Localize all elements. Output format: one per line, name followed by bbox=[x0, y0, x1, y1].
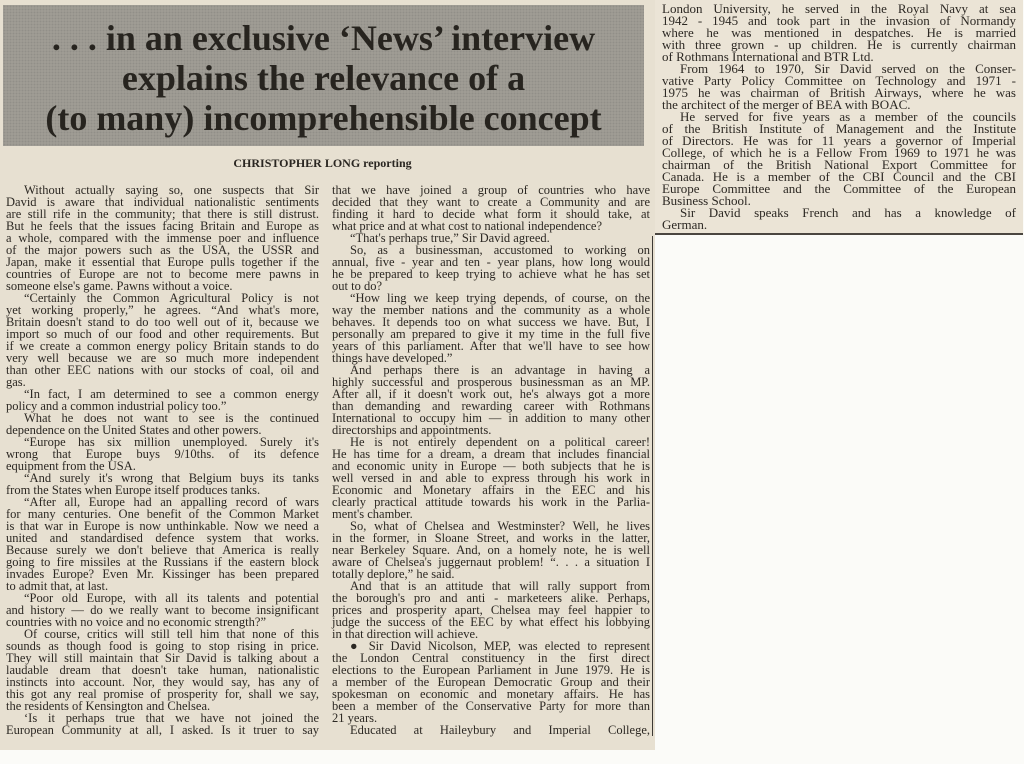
text-line: policy and a common industrial policy too.” bbox=[6, 399, 227, 413]
headline-line: explains the relevance of a bbox=[121, 58, 526, 98]
text-line: London University, he served in the Royal Navy at sea bbox=[662, 1, 1016, 16]
paragraph bbox=[6, 292, 319, 388]
text-line: of Directors. He was for 11 years a governor of Imperial bbox=[662, 133, 1016, 148]
text-line: of Rothmans International and BTR Ltd. bbox=[662, 49, 874, 64]
text-line: countries with no voice and no economic strength?” bbox=[6, 615, 266, 629]
text-line: import so much of our food and other requirements. But bbox=[6, 327, 319, 341]
paragraph bbox=[6, 628, 319, 712]
text-line: spokesman on economic and monetary affairs. He has bbox=[332, 687, 650, 701]
text-line: Business School. bbox=[662, 193, 751, 208]
text-line: But he feels that the issues facing Britain and Europe as bbox=[6, 219, 319, 233]
text-line: International to occupy him — in addition to many other bbox=[332, 411, 650, 425]
text-line: vative Party Policy Committee on Technology and 1971 - bbox=[662, 73, 1016, 88]
headline-line: . . . in an exclusive ‘News’ interview bbox=[51, 18, 596, 58]
byline-author: CHRISTOPHER LONG bbox=[233, 156, 361, 170]
text-line: Educated at Haileybury and Imperial College, bbox=[350, 723, 650, 737]
paragraph bbox=[6, 496, 319, 592]
text-line: this got any real promise of prosperity for, shall we say, bbox=[6, 687, 319, 701]
paragraph bbox=[6, 472, 319, 496]
text-line: Without actually saying so, one suspects that Sir bbox=[24, 183, 319, 197]
column-rule bbox=[652, 236, 653, 736]
paragraph bbox=[332, 292, 650, 364]
paragraph bbox=[662, 3, 1016, 63]
article-column bbox=[332, 184, 650, 736]
text-line: prices and prosperity apart, Chelsea may feel happier to bbox=[332, 603, 650, 617]
text-line: is that war in Europe is now unthinkable. Now we need a bbox=[6, 519, 319, 533]
text-line: aware of Chelsea's juggernaut problem! “. . . a situation I bbox=[332, 555, 650, 569]
text-line: of the major powers such as the USA, the USSR and bbox=[6, 243, 319, 257]
text-line: “Europe has six million unemployed. Surely it's bbox=[24, 435, 319, 449]
text-line: “Poor old Europe, with all its talents and potential bbox=[24, 591, 319, 605]
text-line: of the British Institute of Management and the Institute bbox=[662, 121, 1016, 136]
text-line: “After all, Europe had an appalling record of wars bbox=[24, 495, 319, 509]
headline-box bbox=[3, 5, 644, 146]
text-line: They will still maintain that Sir David is talking about a bbox=[6, 651, 319, 665]
text-line: personally am prepared to give it my time in the full five bbox=[332, 327, 650, 341]
text-line: years of this parliament. After that we'll have to see how bbox=[332, 339, 650, 353]
text-line: for many centuries. One benefit of the Common Market bbox=[6, 507, 319, 521]
paragraph bbox=[332, 640, 650, 724]
paragraph bbox=[662, 111, 1016, 207]
text-line: a whole, compared with the immense poer and influence bbox=[6, 231, 319, 245]
paragraph bbox=[332, 244, 650, 292]
text-line: What he does not want to see is the continued bbox=[24, 411, 319, 425]
paragraph bbox=[662, 63, 1016, 111]
text-line: And perhaps there is an advantage in having a bbox=[350, 363, 650, 377]
text-line: gas. bbox=[6, 375, 26, 389]
text-line: judge the success of the EEC by what effect his lobbying bbox=[332, 615, 650, 629]
text-line: are still rife in the community; that there is still distrust. bbox=[6, 207, 319, 221]
text-line: 1942 - 1945 and took part in the invasion of Normandy bbox=[662, 13, 1016, 28]
text-line: than demanding and rewarding career with Rothmans bbox=[332, 399, 650, 413]
text-line: “That's perhaps true,” Sir David agreed. bbox=[350, 231, 550, 245]
text-line: the residents of Kensington and Chelsea. bbox=[6, 699, 211, 713]
text-line: very well because we are so much more independent bbox=[6, 351, 319, 365]
text-line: Canada. He is a member of the CBI Council and the CBI bbox=[662, 169, 1016, 184]
article-column bbox=[662, 3, 1016, 231]
headline-line: (to many) incomprehensible concept bbox=[45, 98, 602, 138]
text-line: “Certainly the Common Agricultural Policy is not bbox=[24, 291, 319, 305]
paragraph bbox=[332, 184, 650, 232]
text-line: “How ling we keep trying depends, of course, on the bbox=[350, 291, 650, 305]
text-line: Of course, critics will still tell him that none of this bbox=[24, 627, 319, 641]
text-line: instincts into account. Nor, they would say, has any of bbox=[6, 675, 319, 689]
text-line: that we have joined a group of countries who have bbox=[332, 183, 650, 197]
text-line: 21 years. bbox=[332, 711, 378, 725]
paragraph bbox=[332, 364, 650, 436]
byline-suffix: reporting bbox=[363, 156, 412, 170]
text-line: in the former, in Sloane Street, and works in the latter, bbox=[332, 531, 650, 545]
text-line: From 1964 to 1970, Sir David served on the Conser- bbox=[680, 61, 1016, 76]
text-line: And that is an attitude that will rally support from bbox=[350, 579, 650, 593]
text-line: someone else's game. Pawns without a voice. bbox=[6, 279, 233, 293]
text-line: So, as a businessman, accustomed to working on bbox=[350, 243, 650, 257]
text-line: “In fact, I am determined to see a common energy bbox=[24, 387, 319, 401]
text-line: the architect of the merger of BEA with BOAC. bbox=[662, 97, 911, 112]
paragraph bbox=[6, 184, 319, 292]
text-line: wrong that Europe buys 9/10ths. of its defence bbox=[6, 447, 319, 461]
text-line: what price and at what cost to national independence? bbox=[332, 219, 603, 233]
text-line: going to fire missiles at the Russians if the eastern block bbox=[6, 555, 319, 569]
text-line: a member of the European Democratic Group and their bbox=[332, 675, 650, 689]
text-line: chairman of the British National Export Committee for bbox=[662, 157, 1016, 172]
text-line: “And surely it's wrong that Belgium buys its tanks bbox=[24, 471, 319, 485]
text-line: way the member nations and the community as a whole bbox=[332, 303, 650, 317]
text-line: near Berkeley Square. And, on a homely note, he is well bbox=[332, 543, 650, 557]
text-line: behaves. It depends too on what success we have. But, I bbox=[332, 315, 650, 329]
text-line: laudable dream that doesn't take human, nationalistic bbox=[6, 663, 319, 677]
text-line: been a member of the Conservative Party for more than bbox=[332, 699, 650, 713]
text-line: than other EEC nations with our stocks of coal, oil and bbox=[6, 363, 319, 377]
text-line: Europe Committee and the Committee of the European bbox=[662, 181, 1016, 196]
text-line: and history — do we really want to become insignificant bbox=[6, 603, 319, 617]
paragraph bbox=[662, 207, 1016, 231]
text-line: ● Sir David Nicolson, MEP, was elected to represent bbox=[350, 639, 650, 653]
text-line: So, what of Chelsea and Westminster? Well, he lives bbox=[350, 519, 650, 533]
text-line: elections to the European Parliament in June 1979. He is bbox=[332, 663, 650, 677]
paragraph bbox=[6, 436, 319, 472]
text-line: 1975 he was chairman of British Airways, where he was bbox=[662, 85, 1016, 100]
text-line: finding it hard to decide what form it should take, at bbox=[332, 207, 650, 221]
text-line: the London Central constituency in the first direct bbox=[332, 651, 650, 665]
paragraph bbox=[6, 388, 319, 412]
text-line: After all, if it doesn't work out, he's always got a more bbox=[332, 387, 650, 401]
text-line: ‘Is it perhaps true that we have not joined the bbox=[24, 711, 319, 725]
paragraph bbox=[332, 436, 650, 520]
paragraph bbox=[6, 412, 319, 436]
paragraph bbox=[332, 580, 650, 640]
text-line: united and standardised defence system that works. bbox=[6, 531, 319, 545]
text-line: totally deplore,” he said. bbox=[332, 567, 455, 581]
text-line: clearly practical attitude towards his work in the Parlia- bbox=[332, 495, 650, 509]
text-line: Economic and Monetary affairs in the EEC and his bbox=[332, 483, 650, 497]
text-line: he be prepared to keep trying to achieve what he has set bbox=[332, 267, 650, 281]
text-line: to admit that, at last. bbox=[6, 579, 109, 593]
paragraph bbox=[332, 520, 650, 580]
text-line: with three grown - up children. He is currently chairman bbox=[662, 37, 1016, 52]
text-line: German. bbox=[662, 217, 708, 232]
text-line: Britain doesn't stand to do too well out of it, because we bbox=[6, 315, 319, 329]
text-line: Japan, make it essential that Europe pulls together if the bbox=[6, 255, 319, 269]
text-line: from the States when Europe itself produces tanks. bbox=[6, 483, 261, 497]
paragraph bbox=[6, 592, 319, 628]
text-line: annual, five - year and ten - year plans, how long would bbox=[332, 255, 650, 269]
text-line: decided that they want to create a Community and are bbox=[332, 195, 650, 209]
text-line: Because surely we don't believe that America is really bbox=[6, 543, 319, 557]
text-line: directorships and appointments. bbox=[332, 423, 492, 437]
text-line: ment's chamber. bbox=[332, 507, 413, 521]
text-line: in that direction will achieve. bbox=[332, 627, 479, 641]
text-line: He is not entirely dependent on a political career! bbox=[350, 435, 650, 449]
text-line: the borough's pro and anti - marketeers alike. Perhaps, bbox=[332, 591, 650, 605]
text-line: David is aware that individual nationalistic sentiments bbox=[6, 195, 319, 209]
text-line: sounds as though food is going to stop rising in price. bbox=[6, 639, 319, 653]
text-line: countries of Europe are not to become mere pawns in bbox=[6, 267, 319, 281]
text-line: if we create a common energy policy Britain stands to do bbox=[6, 339, 319, 353]
text-line: European Community at all, I asked. Is it truer to say bbox=[6, 723, 319, 737]
byline bbox=[0, 156, 645, 170]
text-line: College, of which he is a Fellow From 1969 to 1971 he was bbox=[662, 145, 1016, 160]
text-line: well versed in and able to express through his work in bbox=[332, 471, 650, 485]
text-line: He served for five years as a member of the councils bbox=[680, 109, 1016, 124]
text-line: He has time for a dream, a dream that includes financial bbox=[332, 447, 650, 461]
text-line: equipment from the USA. bbox=[6, 459, 136, 473]
text-line: where he was mentioned in despatches. He is married bbox=[662, 25, 1016, 40]
text-line: yet working properly,” he agrees. “And what's more, bbox=[6, 303, 319, 317]
paragraph bbox=[332, 724, 650, 736]
text-line: invades Europe? Even Mr. Kissinger has been prepared bbox=[6, 567, 319, 581]
paragraph bbox=[6, 712, 319, 736]
text-line: Sir David speaks French and has a knowledge of bbox=[680, 205, 1016, 220]
article-column bbox=[6, 184, 319, 736]
text-line: out to do? bbox=[332, 279, 382, 293]
text-line: things have developed.” bbox=[332, 351, 453, 365]
text-line: highly successful and prosperous businessman as an MP. bbox=[332, 375, 650, 389]
text-line: and economic unity in Europe — both subjects that he is bbox=[332, 459, 650, 473]
text-line: dependence on the United States and other powers. bbox=[6, 423, 262, 437]
